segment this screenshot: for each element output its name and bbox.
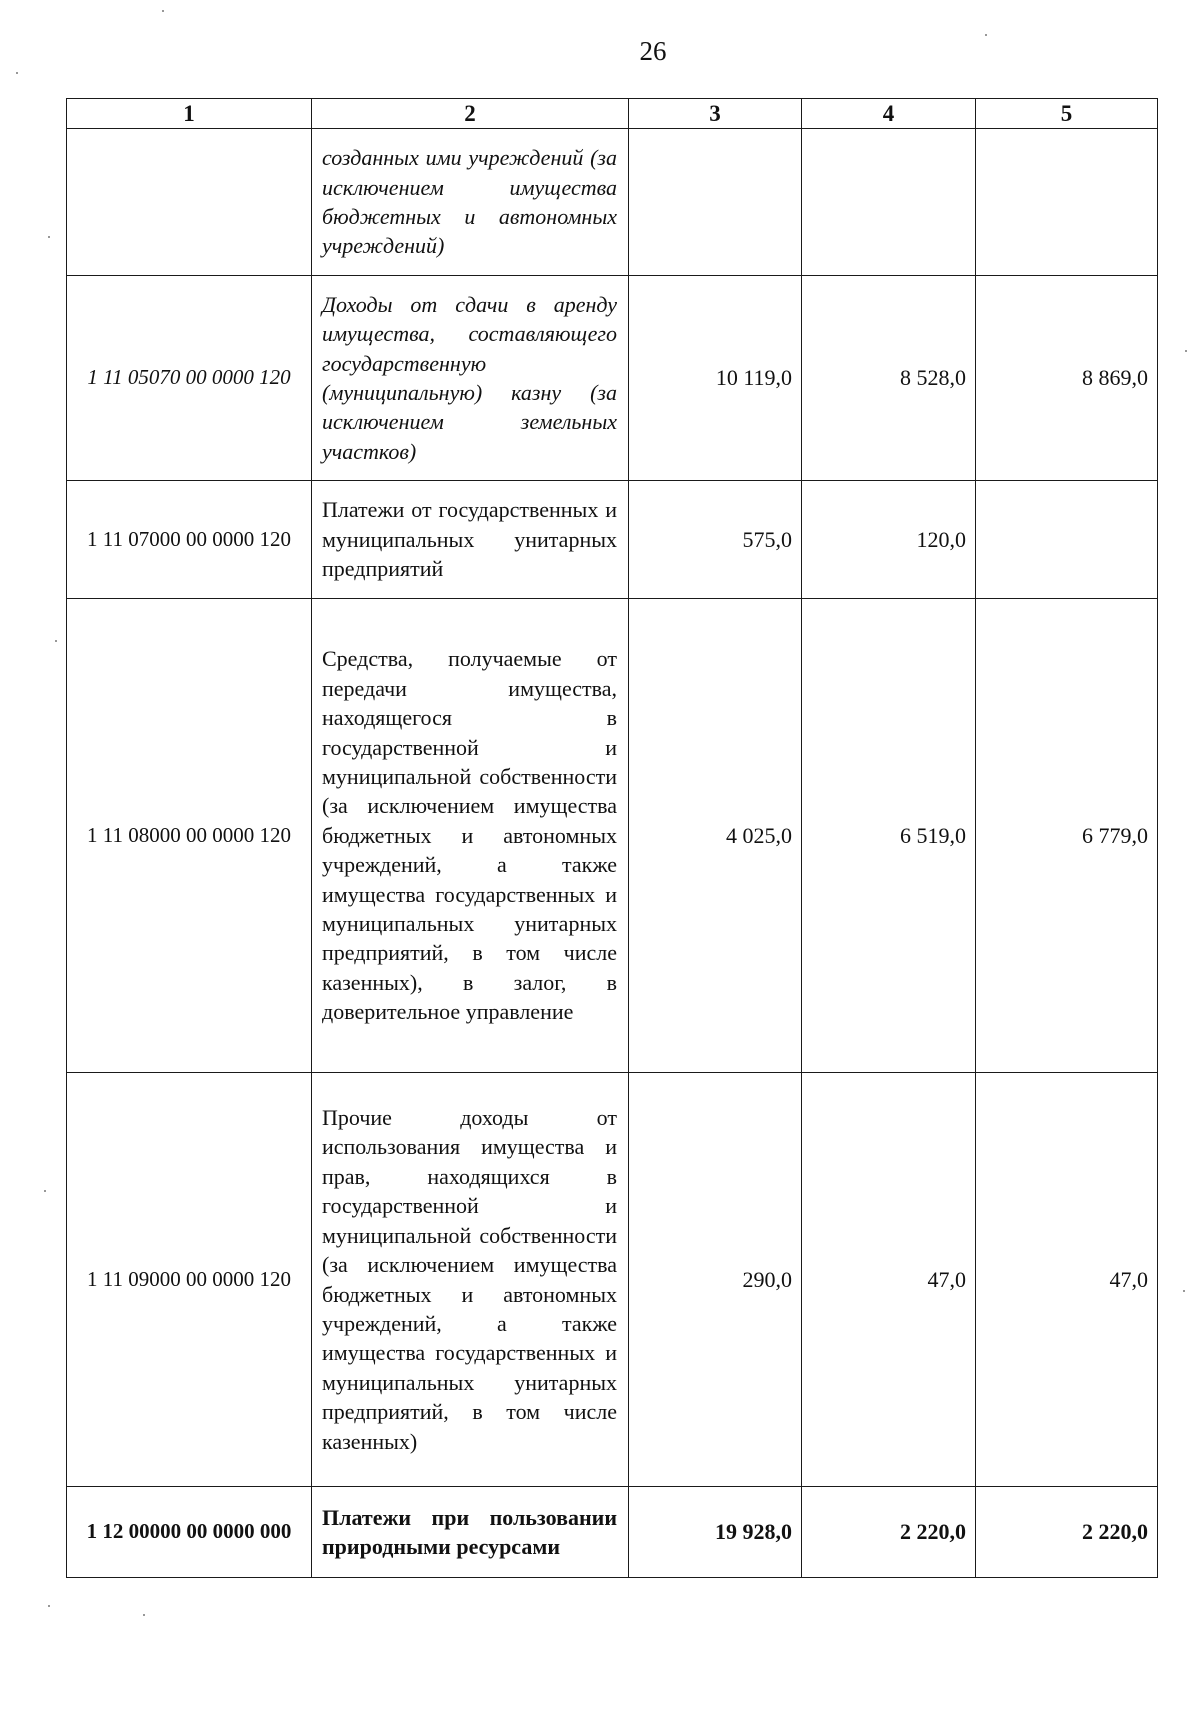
value-col4 bbox=[802, 129, 976, 276]
value-col5: 8 869,0 bbox=[976, 276, 1158, 481]
column-header: 3 bbox=[629, 99, 802, 129]
revenue-code: 1 12 00000 00 0000 000 bbox=[67, 1487, 312, 1578]
table-header-row bbox=[67, 99, 1158, 129]
revenue-name: Средства, получаемые от передачи имущества, находящегося в государственной и муниципальной собственности (за исключением имущества бюджетных и автономных учреждений, а также имущества государственных и муниципальных унитарных предприятий, в том числе казенных), в залог, в доверительное управление bbox=[312, 599, 629, 1073]
scan-speck bbox=[1183, 1290, 1185, 1292]
scan-speck bbox=[162, 10, 164, 12]
table-row bbox=[67, 1487, 1158, 1578]
page-number: 26 bbox=[639, 36, 667, 66]
revenue-code: 1 11 05070 00 0000 120 bbox=[67, 276, 312, 481]
revenue-code: 1 11 09000 00 0000 120 bbox=[67, 1073, 312, 1487]
table-row bbox=[67, 1073, 1158, 1487]
scan-speck bbox=[48, 236, 50, 238]
table-row bbox=[67, 599, 1158, 1073]
value-col5: 47,0 bbox=[976, 1073, 1158, 1487]
revenue-code: 1 11 07000 00 0000 120 bbox=[67, 481, 312, 599]
table-row bbox=[67, 276, 1158, 481]
value-col3: 4 025,0 bbox=[629, 599, 802, 1073]
column-header: 2 bbox=[312, 99, 629, 129]
revenue-name: Прочие доходы от использования имущества и прав, находящихся в государственной и муниципальной собственности (за исключением имущества бюджетных и автономных учреждений, а также имущества государственных и муниципальных унитарных предприятий, в том числе казенных) bbox=[312, 1073, 629, 1487]
budget-revenue-table bbox=[66, 98, 1158, 1578]
value-col5: 6 779,0 bbox=[976, 599, 1158, 1073]
scan-speck bbox=[985, 34, 987, 36]
value-col3: 290,0 bbox=[629, 1073, 802, 1487]
revenue-name: Платежи при пользовании природными ресурсами bbox=[312, 1487, 629, 1578]
value-col3 bbox=[629, 129, 802, 276]
revenue-code bbox=[67, 129, 312, 276]
column-header: 5 bbox=[976, 99, 1158, 129]
value-col5: 2 220,0 bbox=[976, 1487, 1158, 1578]
scan-speck bbox=[143, 1614, 145, 1616]
value-col5 bbox=[976, 129, 1158, 276]
revenue-name: Платежи от государственных и муниципальных унитарных предприятий bbox=[312, 481, 629, 599]
table-row bbox=[67, 129, 1158, 276]
value-col3: 10 119,0 bbox=[629, 276, 802, 481]
value-col4: 120,0 bbox=[802, 481, 976, 599]
scan-speck bbox=[44, 1190, 46, 1192]
value-col5 bbox=[976, 481, 1158, 599]
revenue-name: Доходы от сдачи в аренду имущества, составляющего государственную (муниципальную) казну (за исключением земельных участков) bbox=[312, 276, 629, 481]
value-col4: 8 528,0 bbox=[802, 276, 976, 481]
scan-speck bbox=[48, 1605, 50, 1607]
value-col4: 2 220,0 bbox=[802, 1487, 976, 1578]
value-col3: 575,0 bbox=[629, 481, 802, 599]
scan-speck bbox=[16, 72, 18, 74]
value-col4: 6 519,0 bbox=[802, 599, 976, 1073]
column-header: 1 bbox=[67, 99, 312, 129]
column-header: 4 bbox=[802, 99, 976, 129]
revenue-name: созданных ими учреждений (за исключением имущества бюджетных и автономных учреждений) bbox=[312, 129, 629, 276]
scan-speck bbox=[55, 640, 57, 642]
scan-speck bbox=[1185, 350, 1187, 352]
revenue-code: 1 11 08000 00 0000 120 bbox=[67, 599, 312, 1073]
value-col4: 47,0 bbox=[802, 1073, 976, 1487]
value-col3: 19 928,0 bbox=[629, 1487, 802, 1578]
table-row bbox=[67, 481, 1158, 599]
